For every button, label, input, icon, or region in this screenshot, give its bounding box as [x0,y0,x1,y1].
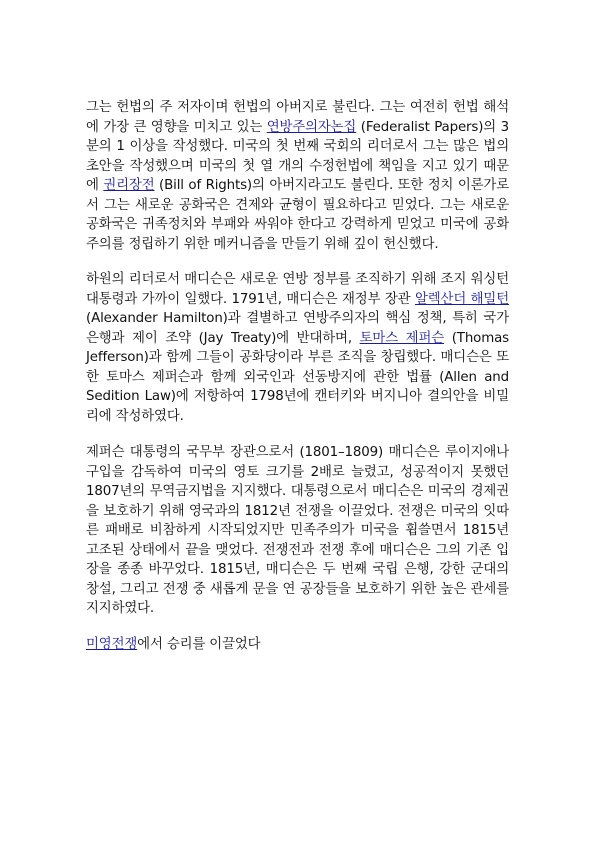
text-span: (Thomas Jefferson)과 함께 그들이 공화당이라 부른 조직을 창립했다. 매디슨은 또한 토마스 제퍼슨과 함께 외국인과 선동방지에 관한 법률 (Allen and Sedition Law)에 저항하여 1798년에 캔터키와 버지니아 결의안을 비밀리에 작성하였다. [86,330,509,424]
paragraph-4 [86,635,509,655]
text-span: 그는 헌법의 주 저자이며 헌법의 아버지로 불린다. 그는 여전히 헌법 해석에 가장 큰 영향을 미치고 있는 [86,100,509,135]
text-span: 에서 승리를 이끌었다 [137,636,261,652]
link-alexander-hamilton[interactable]: 알렉산더 해밀턴 [414,291,509,307]
link-war-of-1812[interactable]: 미영전쟁 [86,636,138,652]
link-federalist-papers[interactable]: 연방주의자논집 [266,119,357,135]
paragraph-3 [86,443,509,619]
link-thomas-jefferson[interactable]: 토마스 제퍼슨 [359,330,445,346]
text-span: 제퍼슨 대통령의 국무부 장관으로서 (1801–1809) 매디슨은 루이지애나 구입을 감독하여 미국의 영토 크기를 2배로 늘렸고, 성공적이지 못했던 1807년의 무역금지법을 지지했다. 대통령으로서 매디슨은 미국의 경제권을 보호하기 위해 영국과의 1812년 전쟁을 이끌었다. 전쟁은 미국의 잇따른 패배로 비참하게 시작되었지만 민족주의가 미국을 휩쓸면서 1815년 고조된 상태에서 끝을 맺었다. 전쟁전과 전쟁 후에 매디슨은 그의 기존 입장을 종종 바꾸었다. 1815년, 매디슨은 두 번째 국립 은행, 강한 군대의 창설, 그리고 전쟁 중 새롭게 문을 연 공장들을 보호하기 위한 높은 관세를 지지하였다. [86,445,509,616]
paragraph-2 [86,270,509,426]
paragraph-1 [86,98,509,254]
link-bill-of-rights[interactable]: 권리장전 [103,178,155,193]
text-span: (Federalist Papers)의 3분의 1 이상을 작성했다. 미국의 첫 번째 국회의 리더로서 그는 많은 법의 초안을 작성했으며 미국의 첫 열 개의 수정헌법에 책임을 지고 있기 때문에 [86,119,509,193]
text-span: (Bill of Rights)의 아버지라고도 불린다. 또한 정치 이론가로서 그는 새로운 공화국은 견제와 균형이 필요하다고 믿었다. 그는 새로운 공화국은 귀족정치와 부패와 싸워야 한다고 강력하게 믿었고 미국에 공화주의를 정립하기 위한 메커니즘을 만들기 위해 깊이 헌신했다. [86,178,509,252]
text-span: (Alexander Hamilton)과 결별하고 연방주의자의 핵심 정책, 특히 국가 은행과 제이 조약 (Jay Treaty)에 반대하며, [86,311,509,346]
text-span: 하원의 리더로서 매디슨은 새로운 연방 정부를 조직하기 위해 조지 워싱턴 대통령과 가까이 일했다. 1791년, 매디슨은 재정부 장관 [86,272,509,307]
